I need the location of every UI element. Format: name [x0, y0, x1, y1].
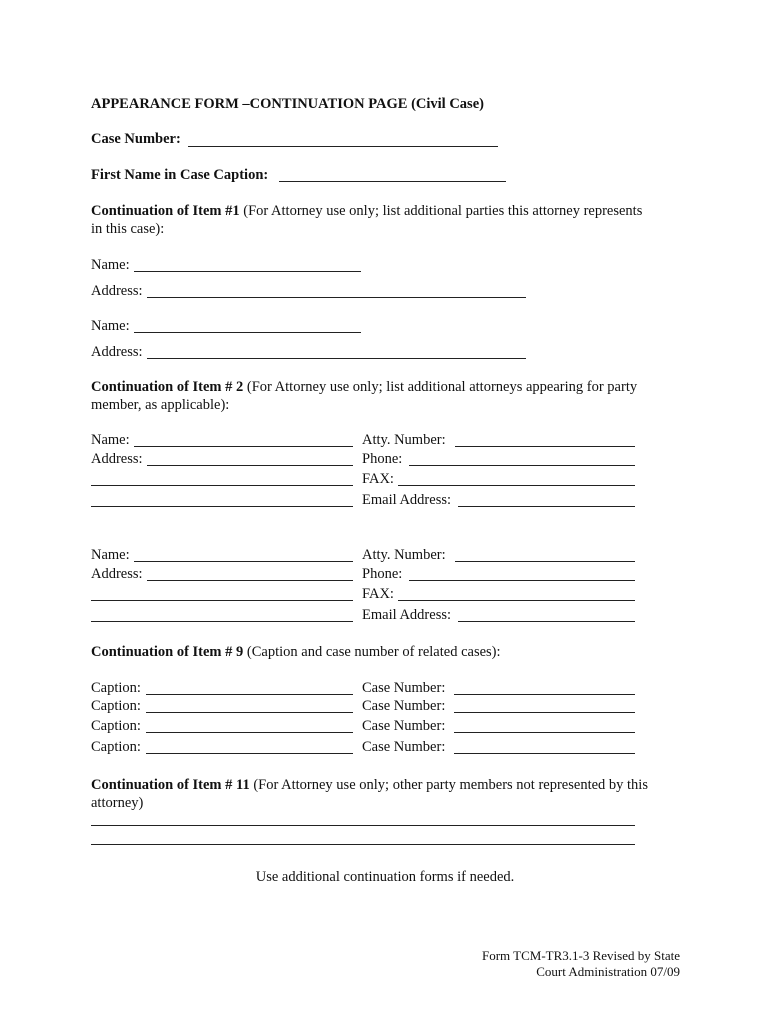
item9-caption-label-1: Caption: — [91, 680, 141, 696]
item2-desc-line1: (For Attorney use only; list additional attorneys appearing for party — [246, 379, 638, 395]
case-number-label: Case Number: — [91, 131, 181, 147]
item2-address-field-2[interactable] — [147, 580, 353, 581]
item9-case-label-2: Case Number: — [362, 698, 446, 714]
item9-case-field-1[interactable] — [454, 694, 635, 695]
item11-desc-line2: attorney) — [91, 795, 144, 811]
item2-fax-label-1: FAX: — [362, 471, 394, 487]
item2-atty-field-1[interactable] — [455, 446, 635, 447]
item1-name-field-2[interactable] — [134, 332, 361, 333]
item2-address-line3-2[interactable] — [91, 621, 353, 622]
form-footer — [482, 948, 680, 980]
item9-case-field-3[interactable] — [454, 732, 635, 733]
item1-address-label-1: Address: — [91, 283, 143, 299]
item2-heading: Continuation of Item # 2 — [91, 379, 244, 395]
footer-line2: Court Administration 07/09 — [536, 964, 680, 979]
item2-fax-label-2: FAX: — [362, 586, 394, 602]
item2-address-label-2: Address: — [91, 566, 143, 582]
item1-description — [91, 202, 642, 220]
item9-caption-field-4[interactable] — [146, 753, 353, 754]
item2-atty-label-2: Atty. Number: — [362, 547, 446, 563]
item1-address-field-2[interactable] — [147, 358, 526, 359]
item9-case-field-4[interactable] — [454, 753, 635, 754]
footer-line1: Form TCM-TR3.1-3 Revised by State — [481, 948, 680, 963]
item2-email-field-2[interactable] — [458, 621, 635, 622]
item2-fax-field-1[interactable] — [398, 485, 635, 486]
item9-caption-field-1[interactable] — [146, 694, 353, 695]
item2-phone-label-1: Phone: — [362, 451, 403, 467]
item9-case-label-4: Case Number: — [362, 739, 446, 755]
item11-description — [91, 776, 648, 794]
item2-phone-label-2: Phone: — [362, 566, 403, 582]
item1-address-field-1[interactable] — [147, 297, 526, 298]
item11-desc-line1: (For Attorney use only; other party members not represented by this — [253, 777, 648, 793]
item9-caption-field-3[interactable] — [146, 732, 353, 733]
item2-fax-field-2[interactable] — [398, 600, 635, 601]
item9-heading: Continuation of Item # 9 — [91, 644, 244, 660]
item2-address-line3-1[interactable] — [91, 506, 353, 507]
form-title: APPEARANCE FORM –CONTINUATION PAGE (Civil Case) — [91, 96, 484, 112]
item1-desc-line1: (For Attorney use only; list additional parties this attorney represents — [243, 203, 643, 219]
item2-desc-line2: member, as applicable): — [91, 397, 230, 413]
item2-address-line2-1[interactable] — [91, 485, 353, 486]
item2-name-field-1[interactable] — [134, 446, 353, 447]
item2-name-field-2[interactable] — [134, 561, 353, 562]
item9-caption-field-2[interactable] — [146, 712, 353, 713]
item2-email-field-1[interactable] — [458, 506, 635, 507]
item2-address-field-1[interactable] — [147, 465, 353, 466]
additional-forms-note: Use additional continuation forms if needed. — [255, 869, 515, 885]
item1-heading: Continuation of Item #1 — [91, 203, 240, 219]
item2-phone-field-2[interactable] — [409, 580, 635, 581]
item9-caption-label-4: Caption: — [91, 739, 141, 755]
item2-address-line2-2[interactable] — [91, 600, 353, 601]
item9-case-label-1: Case Number: — [362, 680, 446, 696]
first-name-label: First Name in Case Caption: — [91, 167, 269, 183]
item2-atty-label-1: Atty. Number: — [362, 432, 446, 448]
item11-field-2[interactable] — [91, 844, 635, 845]
item2-name-label-2: Name: — [91, 547, 130, 563]
item1-address-label-2: Address: — [91, 344, 143, 360]
item1-name-label-1: Name: — [91, 257, 130, 273]
item1-name-field-1[interactable] — [134, 271, 361, 272]
item1-desc-line2: in this case): — [91, 221, 165, 237]
item2-atty-field-2[interactable] — [455, 561, 635, 562]
item9-case-field-2[interactable] — [454, 712, 635, 713]
item11-heading: Continuation of Item # 11 — [91, 777, 250, 793]
item9-desc: (Caption and case number of related cases): — [246, 644, 501, 660]
item2-description — [91, 378, 637, 396]
item1-name-label-2: Name: — [91, 318, 130, 334]
item9-caption-label-3: Caption: — [91, 718, 141, 734]
case-number-field[interactable] — [188, 146, 498, 147]
item2-phone-field-1[interactable] — [409, 465, 635, 466]
first-name-field[interactable] — [279, 181, 506, 182]
item2-email-label-1: Email Address: — [362, 492, 452, 508]
item2-email-label-2: Email Address: — [362, 607, 452, 623]
item2-name-label-1: Name: — [91, 432, 130, 448]
item9-case-label-3: Case Number: — [362, 718, 446, 734]
item9-description — [91, 643, 501, 661]
item9-caption-label-2: Caption: — [91, 698, 141, 714]
item2-address-label-1: Address: — [91, 451, 143, 467]
item11-field-1[interactable] — [91, 825, 635, 826]
